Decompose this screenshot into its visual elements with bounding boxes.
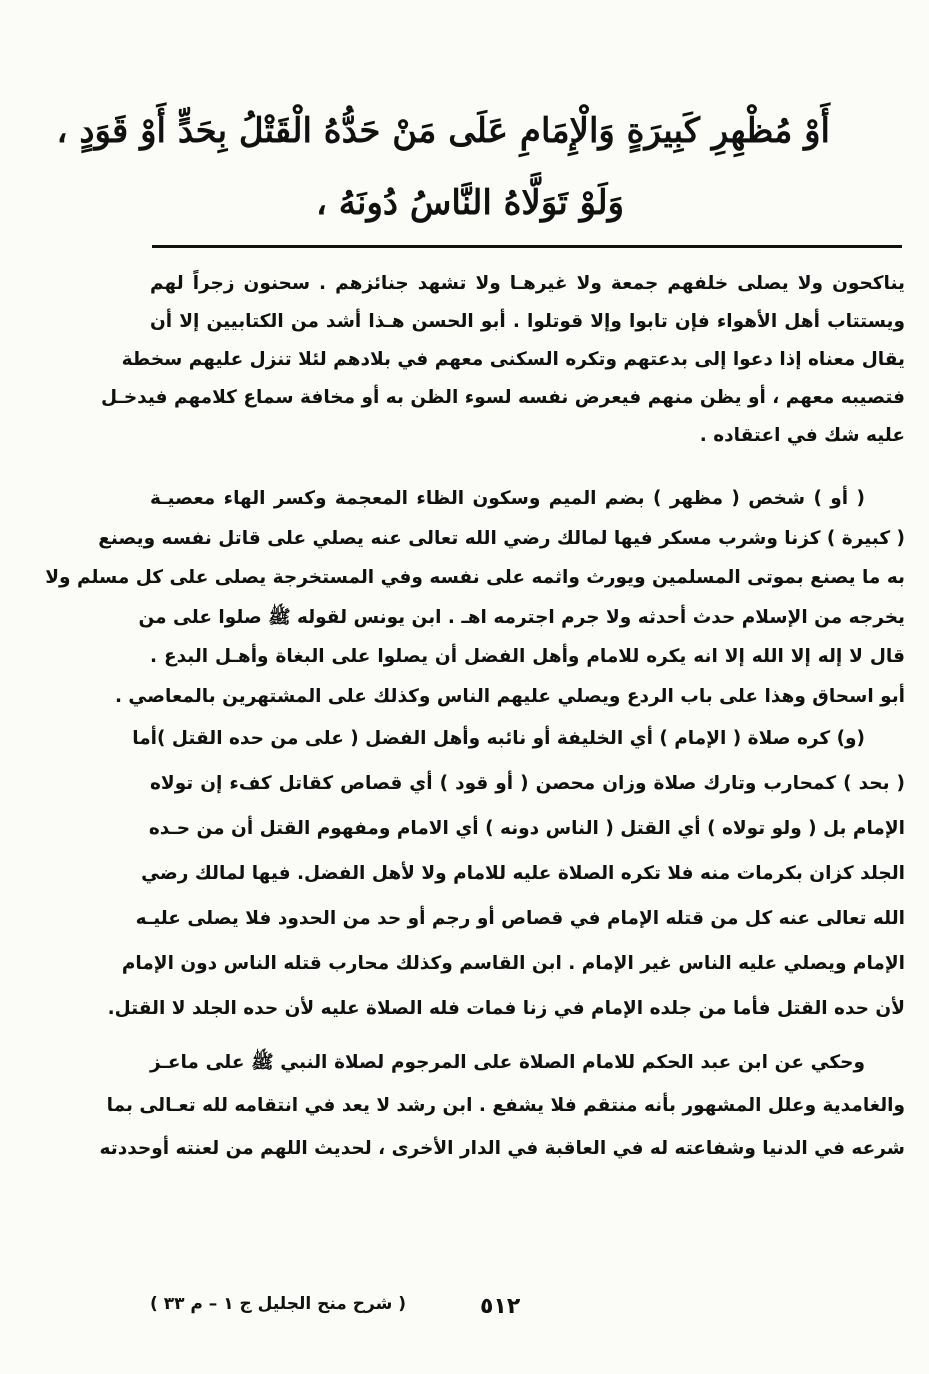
text-line: وحكي عن ابن عبد الحكم للامام الصلاة على المرجوم لصلاة النبي ﷺ على ماعـز: [150, 1052, 865, 1073]
text-line: ( كبيرة ) كزنا وشرب مسكر فيها لمالك رضي الله تعالى عنه يصلي على قاتل نفسه ويصنع: [98, 527, 905, 549]
text-line: يخرجه من الإسلام حدث أحدثه ولا جرم اجترمه اهـ . ابن يونس لقوله ﷺ صلوا على من: [138, 606, 905, 628]
text-line: الله تعالى عنه كل من قتله الإمام في قصاص أو رجم أو حد من الحدود فلا يصلى عليـه: [135, 908, 905, 929]
matn-line: وَلَوْ تَوَلَّاهُ النَّاسُ دُونَهُ ،: [315, 183, 625, 223]
paragraph: [107, 716, 905, 1031]
text-line: يناكحون ولا يصلى خلفهم جمعة ولا غيرهـا ولا تشهد جنائزهم . سحنون زجراً لهم: [150, 273, 905, 294]
page-number: ٥١٢: [480, 1294, 521, 1319]
text-line: يقال معناه إذا دعوا إلى بدعتهم وتكره السكنى معهم في بلادهم لئلا تنزل عليهم سخطة: [121, 349, 905, 370]
text-line: لأن حده القتل فأما من جلده الإمام في زنا فمات فله الصلاة عليه لأن حده الجلد لا القتل.: [107, 998, 905, 1019]
signature-reference: ( شرح منح الجليل ج ١ – م ٣٣ ): [150, 1294, 406, 1314]
page-footer: [150, 1284, 905, 1324]
matn-text: [56, 95, 830, 239]
separator-rule: [152, 245, 902, 248]
text-line: الإمام ويصلي عليه الناس غير الإمام . ابن القاسم وكذلك محارب قتله الناس دون الإمام: [121, 953, 905, 974]
commentary-text: [45, 265, 905, 1170]
text-line: قال لا إله إلا الله إلا انه يكره للامام وأهل الفضل أن يصلوا على البغاة وأهـل البدع .: [150, 646, 905, 667]
text-line: الإمام بل ( ولو تولاه ) أي القتل ( الناس دونه ) أي الامام ومفهوم القتل أن من حـده: [148, 818, 905, 839]
text-line: ويستتاب أهل الأهواء فإن تابوا وإلا قوتلوا . أبو الحسن هـذا أشد من الكتابيين إلا أن: [150, 311, 905, 332]
paragraph: [45, 479, 905, 716]
text-line: (و) كره صلاة ( الإمام ) أي الخليفة أو نائبه وأهل الفضل ( على من حده القتل )أما: [132, 728, 865, 749]
text-line: والغامدية وعلل المشهور بأنه منتقم فلا يشفع . ابن رشد لا يعد في انتقامه لله تعـالى بما: [106, 1095, 905, 1116]
matn-line: أَوْ مُظْهِرِ كَبِيرَةٍ وَالْإِمَامِ عَلَى مَنْ حَدُّهُ الْقَتْلُ بِحَدٍّ أَوْ قَوَدٍ ،: [56, 111, 830, 151]
text-line: ( أو ) شخص ( مظهر ) بضم الميم وسكون الظاء المعجمة وكسر الهاء معصيـة: [150, 488, 865, 509]
text-line: الجلد كزان بكرمات منه فلا تكره الصلاة عليه للامام ولا لأهل الفضل. فيها لمالك رضي: [141, 863, 905, 884]
paragraph: [99, 1041, 905, 1170]
text-line: به ما يصنع بموتى المسلمين ويورث واثمه على نفسه وفي المستخرجة يصلى على كل مسلم ولا: [45, 567, 905, 588]
text-line: أبو اسحاق وهذا على باب الردع ويصلي عليهم الناس وكذلك على المشتهرين بالمعاصي .: [114, 685, 905, 707]
text-line: شرعه في الدنيا وشفاعته له في العاقبة في الدار الأخرى ، لحديث اللهم من لعنته أوحددته: [99, 1138, 905, 1159]
text-line: ( بحد ) كمحارب وتارك صلاة وزان محصن ( أو قود ) أي قصاص كقاتل كفء إن تولاه: [150, 773, 905, 794]
paragraph: [100, 265, 905, 455]
text-line: فتصيبه معهم ، أو يظن منهم فيعرض نفسه لسوء الظن به أو مخافة سماع كلامهم فيدخـل: [100, 387, 905, 408]
text-line: عليه شك في اعتقاده .: [699, 425, 905, 446]
